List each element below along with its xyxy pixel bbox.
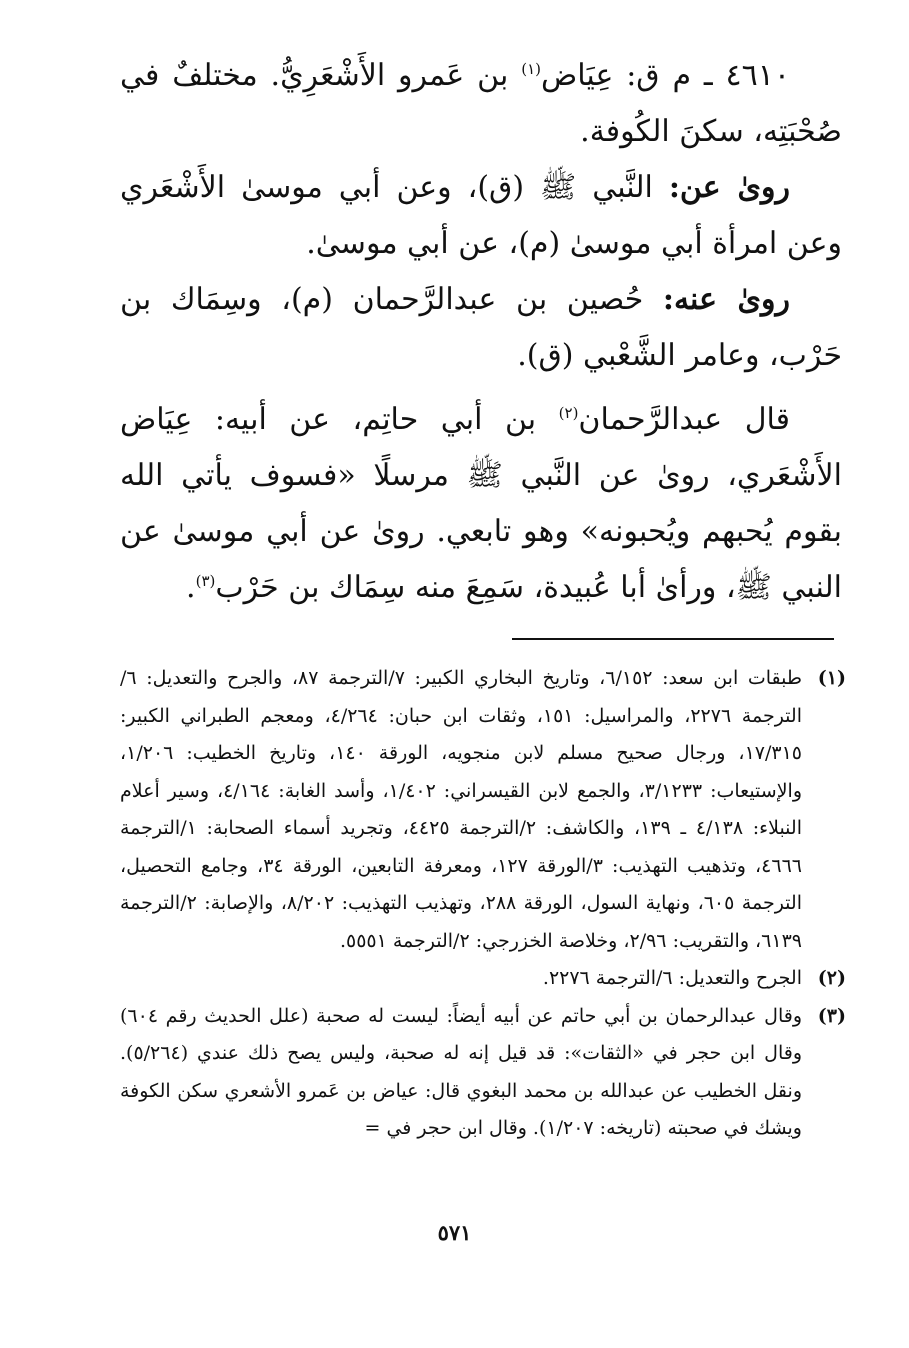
entry-lead-rest: بن عَمرو الأَشْعَرِيُّ. مختلفٌ في صُحْبَتِه، سكنَ الكُوفة.	[120, 58, 842, 149]
footnote-number: (٢)	[817, 967, 846, 989]
statement-end: .	[186, 570, 196, 605]
footnote-ref-2: (٢)	[558, 404, 579, 422]
statement-before: قال عبدالرَّحمان	[578, 402, 790, 437]
footnote-number: (٣)	[817, 1004, 846, 1027]
footnote-number: (١)	[817, 667, 846, 689]
footnote-ref-3: (٣)	[195, 572, 216, 590]
entry-lead: ٤٦١٠ ـ م ق: عِيَاض	[540, 58, 790, 93]
narrated-from-paragraph	[120, 160, 842, 272]
narrated-from-text: النَّبي ﷺ (ق)، وعن أبي موسىٰ الأَشْعَري وعن امرأة أبي موسىٰ (م)، عن أبي موسىٰ.	[120, 170, 842, 261]
footnote-1	[120, 660, 846, 960]
narrated-from-label: روىٰ عن:	[668, 170, 790, 205]
footnote-text: طبقات ابن سعد: ٦/١٥٢، وتاريخ البخاري الكبير: ٧/الترجمة ٨٧، والجرح والتعديل: ٦/الترجمة ٢٢٧٦، والمراسيل: ١٥١، وثقات ابن حبان: ٤/٢٦٤، ومعجم الطبراني الكبير: ١٧/٣١٥، ورجال صحيح مسلم لابن منجويه، الورقة ١٤٠، وتاريخ الخطيب: ١/٢٠٦، والإستيعاب: ٣/١٢٣٣، والجمع لابن القيسراني: ١/٤٠٢، وأسد الغابة: ٤/١٦٤، وسير أعلام النبلاء: ٤/١٣٨ ـ ١٣٩، والكاشف: ٢/الترجمة ٤٤٢٥، وتجريد أسماء الصحابة: ١/الترجمة ٤٦٦٦، وتذهيب التهذيب: ٣/الورقة ١٢٧، ومعرفة التابعين، الورقة ٣٤، وجامع التحصيل، الترجمة ٦٠٥، ونهاية السول، الورقة ٢٨٨، وتهذيب التهذيب: ٨/٢٠٢، والإصابة: ٢/الترجمة ٦١٣٩، والتقريب: ٢/٩٦، وخلاصة الخزرجي: ٢/الترجمة ٥٥٥١.	[120, 667, 802, 952]
footnotes	[120, 660, 846, 1148]
narrated-by-text: حُصين بن عبدالرَّحمان (م)، وسِمَاك بن حَرْب، وعامر الشَّعْبي (ق).	[120, 282, 842, 373]
narrated-by-label: روىٰ عنه:	[662, 282, 790, 317]
footnote-3	[120, 998, 846, 1148]
footnote-ref-1: (١)	[521, 60, 541, 78]
page-number: ٥٧١	[437, 1220, 472, 1245]
entry-heading-paragraph	[120, 48, 842, 160]
statement-paragraph	[120, 392, 842, 616]
footnote-separator	[512, 638, 834, 640]
footnote-text: وقال عبدالرحمان بن أبي حاتم عن أبيه أيضاً: ليست له صحبة (علل الحديث رقم ٦٠٤) وقال ابن حجر في «الثقات»: قد قيل إنه له صحبة، وليس يصح ذلك عندي (٥/٢٦٤). ونقل الخطيب عن عبدالله بن محمد البغوي قال: عياض بن عَمرو الأشعري سكن الكوفة ويشك في صحبته (تاريخه: ١/٢٠٧). وقال ابن حجر في =	[120, 1004, 802, 1139]
footnote-2	[120, 960, 846, 998]
statement-middle: بن أبي حاتِم، عن أبيه: عِيَاض الأَشْعَري، روىٰ عن النَّبي ﷺ مرسلًا «فسوف يأتي الله بقوم يُحبهم ويُحبونه» وهو تابعي. روىٰ عن أبي موسىٰ عن النبي ﷺ، ورأىٰ أبا عُبيدة، سَمِعَ منه سِمَاك بن حَرْب	[120, 402, 842, 605]
footnote-text: الجرح والتعديل: ٦/الترجمة ٢٢٧٦.	[542, 967, 802, 989]
narrated-by-paragraph	[120, 272, 842, 384]
biography-entry	[120, 48, 842, 616]
